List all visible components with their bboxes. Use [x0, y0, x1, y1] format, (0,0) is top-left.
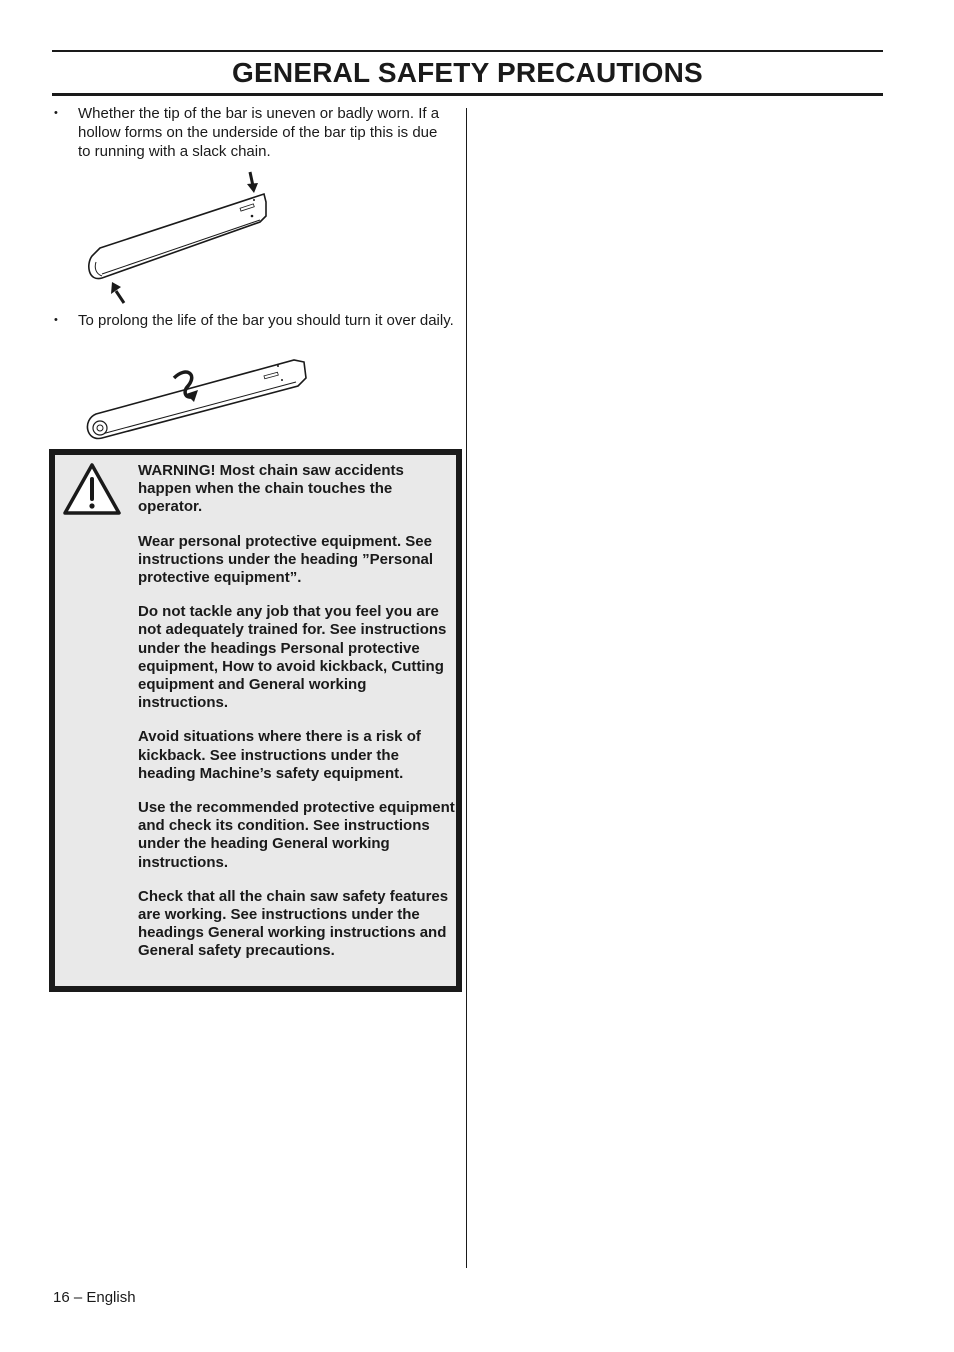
page-number: 16 – English [53, 1289, 136, 1306]
column-divider [466, 108, 467, 1268]
bullet-item-bar-tip-wear [54, 104, 454, 161]
warning-paragraph: Use the recommended protective equipment and check its condition. See instructions under the heading General working instructions. [138, 799, 455, 871]
guide-bar-flip-illustration [82, 356, 310, 446]
warning-paragraph: Wear personal protective equipment. See instructions under the heading ”Personal protective equipment”. [138, 532, 434, 587]
header-rule-bottom [52, 93, 883, 96]
page-title: GENERAL SAFETY PRECAUTIONS [232, 57, 703, 88]
warning-box [49, 449, 462, 992]
guide-bar-wear-arrows-illustration [80, 166, 280, 308]
bullet-text: To prolong the life of the bar you should turn it over daily. [78, 312, 454, 329]
warning-paragraph: Avoid situations where there is a risk of kickback. See instructions under the heading Machine’s safety equipment. [138, 728, 421, 782]
bullet-marker: • [54, 107, 58, 119]
warning-text [138, 462, 456, 977]
warning-paragraph: Do not tackle any job that you feel you are not adequately trained for. See instructions under the headings Personal protective equipment, How to avoid kickback, Cutting equipment and General working instructions. [138, 603, 447, 712]
header-rule-top [52, 50, 883, 52]
warning-paragraph: Check that all the chain saw safety features are working. See instructions under the headings General working instructions and General safety precautions. [138, 887, 449, 960]
bullet-item-turn-bar-daily [54, 311, 454, 330]
warning-triangle-icon [61, 461, 123, 517]
bullet-text: Whether the tip of the bar is uneven or badly worn. If a hollow forms on the underside of the bar tip this is due to running with a slack chain. [78, 105, 440, 160]
warning-paragraph: WARNING! Most chain saw accidents happen when the chain touches the operator. [138, 462, 404, 516]
bullet-marker: • [54, 314, 58, 326]
